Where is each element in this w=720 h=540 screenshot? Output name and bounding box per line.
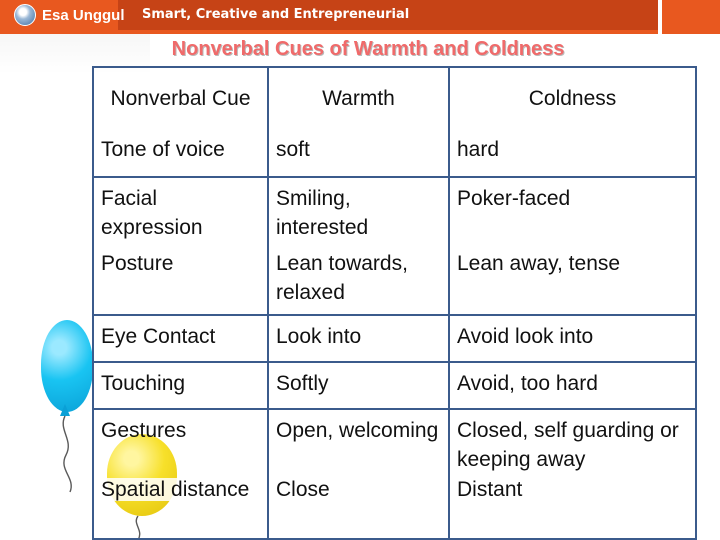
globe-icon — [14, 4, 36, 26]
header-warmth: Warmth — [268, 68, 449, 129]
header-divider — [658, 0, 662, 34]
cell-cue — [94, 475, 268, 540]
table-row — [94, 315, 695, 362]
cell-cue: Gestures — [94, 409, 268, 475]
blue-balloon-icon — [41, 320, 93, 412]
cell-cue: Facial expression — [94, 177, 268, 243]
cell-coldness: Closed, self guarding or keeping away — [449, 409, 695, 475]
slide-title: Nonverbal Cues of Warmth and Coldness — [171, 38, 565, 60]
cell-cue: Touching — [94, 362, 268, 409]
cell-warmth: soft — [268, 129, 449, 177]
header-coldness: Coldness — [528, 87, 617, 110]
cell-cue-text: Spatial distance — [101, 478, 250, 501]
cell-coldness: Avoid look into — [449, 315, 695, 362]
cell-cue: Eye Contact — [94, 315, 268, 362]
table-row — [94, 409, 695, 475]
cell-cue: Tone of voice — [94, 129, 268, 177]
table-row — [94, 362, 695, 409]
header-bar — [0, 0, 720, 34]
cell-warmth: Look into — [268, 315, 449, 362]
cell-warmth: Close — [268, 475, 449, 540]
table-row — [94, 129, 695, 177]
logo-text: Esa Unggul — [42, 6, 125, 24]
cell-coldness: hard — [457, 138, 500, 161]
cell-coldness: Lean away, tense — [457, 252, 621, 275]
cell-warmth: Lean towards, relaxed — [268, 243, 449, 315]
logo — [14, 4, 125, 26]
cell-warmth: Smiling, interested — [268, 177, 449, 243]
tagline: Smart, Creative and Entrepreneurial — [142, 7, 410, 22]
cell-cue: Posture — [94, 243, 268, 315]
cues-table — [92, 66, 697, 540]
cell-coldness: Poker-faced — [449, 177, 695, 243]
cell-coldness: Distant — [457, 478, 523, 501]
table-row — [94, 475, 695, 540]
table-row — [94, 243, 695, 315]
header-nonverbal-cue: Nonverbal Cue — [94, 68, 268, 129]
table-row — [94, 177, 695, 243]
cell-coldness: Avoid, too hard — [449, 362, 695, 409]
table-header-row — [94, 68, 695, 129]
cell-warmth: Softly — [268, 362, 449, 409]
cell-warmth: Open, welcoming — [268, 409, 449, 475]
